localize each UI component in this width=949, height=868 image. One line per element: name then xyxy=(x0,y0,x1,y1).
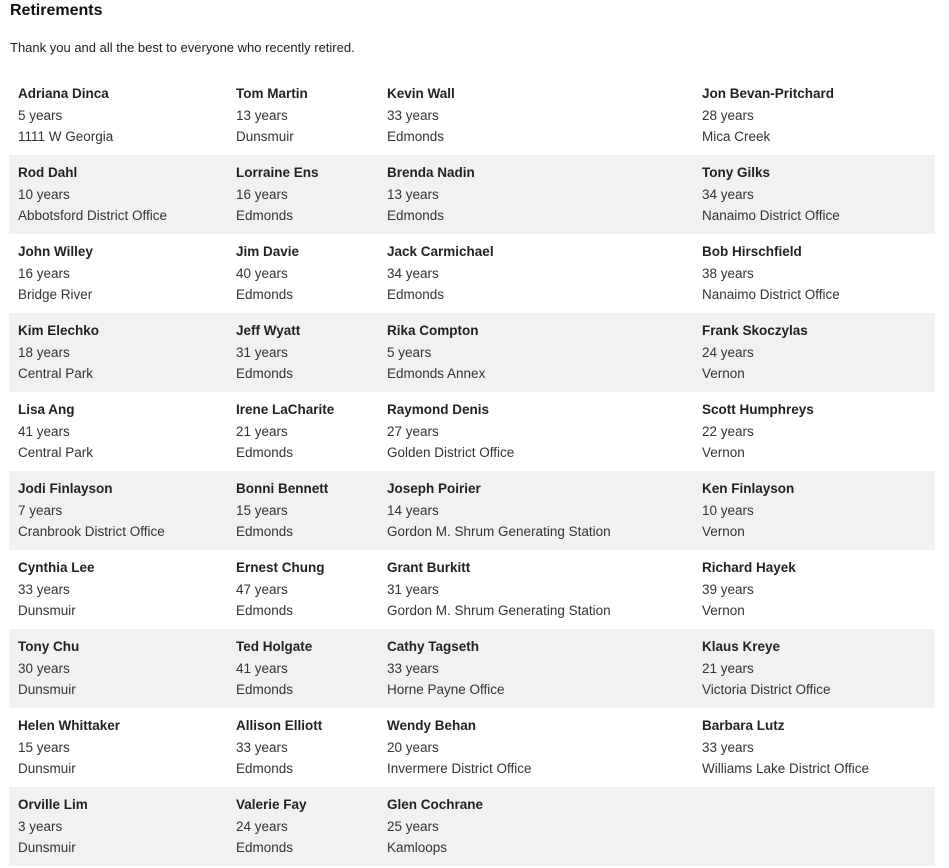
retiree-cell xyxy=(227,471,378,550)
retiree-location: Edmonds xyxy=(387,129,445,144)
retiree-location: Gordon M. Shrum Generating Station xyxy=(387,524,611,539)
retiree-name: Cynthia Lee xyxy=(18,560,95,575)
retiree-name: Jim Davie xyxy=(236,244,300,259)
retiree-years: 38 years xyxy=(702,265,754,281)
retiree-name: John Willey xyxy=(18,244,93,259)
retiree-years: 15 years xyxy=(236,502,288,518)
retiree-years: 33 years xyxy=(702,739,754,755)
retiree-name: Cathy Tagseth xyxy=(387,639,480,654)
retiree-years: 15 years xyxy=(18,739,70,755)
retiree-location: Edmonds xyxy=(236,682,294,697)
retiree-location: Edmonds xyxy=(236,840,294,855)
retiree-name: Raymond Denis xyxy=(387,402,490,417)
retiree-cell xyxy=(693,708,935,787)
retiree-cell xyxy=(9,234,227,313)
table-row xyxy=(9,155,935,234)
retiree-cell xyxy=(378,313,693,392)
retiree-name: Jon Bevan-Pritchard xyxy=(702,86,835,101)
retiree-years: 34 years xyxy=(387,265,439,281)
retiree-name: Ted Holgate xyxy=(236,639,313,654)
retiree-name: Bonni Bennett xyxy=(236,481,329,496)
retiree-years: 41 years xyxy=(18,423,70,439)
retiree-years: 39 years xyxy=(702,581,754,597)
retiree-cell xyxy=(378,76,693,155)
retiree-cell xyxy=(227,313,378,392)
retiree-years: 18 years xyxy=(18,344,70,360)
retiree-location: Dunsmuir xyxy=(18,761,76,776)
retiree-cell xyxy=(693,155,935,234)
table-row xyxy=(9,313,935,392)
retiree-name: Grant Burkitt xyxy=(387,560,471,575)
retiree-name: Kim Elechko xyxy=(18,323,100,338)
retiree-name: Lorraine Ens xyxy=(236,165,319,180)
retiree-years: 10 years xyxy=(18,186,70,202)
retiree-cell xyxy=(227,787,378,866)
retiree-name: Jeff Wyatt xyxy=(236,323,301,338)
retiree-years: 13 years xyxy=(387,186,439,202)
retiree-name: Irene LaCharite xyxy=(236,402,335,417)
retiree-years: 34 years xyxy=(702,186,754,202)
retiree-name: Glen Cochrane xyxy=(387,797,484,812)
table-row xyxy=(9,392,935,471)
retiree-cell xyxy=(227,708,378,787)
table-row xyxy=(9,76,935,155)
retiree-location: Edmonds xyxy=(236,445,294,460)
retiree-name: Scott Humphreys xyxy=(702,402,814,417)
retiree-cell xyxy=(227,629,378,708)
retiree-location: Gordon M. Shrum Generating Station xyxy=(387,603,611,618)
retiree-location: Central Park xyxy=(18,366,94,381)
retiree-location: Edmonds xyxy=(236,366,294,381)
retiree-location: Edmonds xyxy=(236,761,294,776)
retiree-name: Valerie Fay xyxy=(236,797,307,812)
page-title: Retirements xyxy=(10,2,103,19)
retiree-years: 24 years xyxy=(702,344,754,360)
retiree-location: Edmonds xyxy=(236,524,294,539)
retiree-location: 1111 W Georgia xyxy=(18,129,114,144)
retiree-location: Invermere District Office xyxy=(387,761,532,776)
retiree-cell xyxy=(227,550,378,629)
retiree-name: Jack Carmichael xyxy=(387,244,494,259)
retiree-cell xyxy=(9,629,227,708)
retiree-location: Central Park xyxy=(18,445,94,460)
retiree-cell xyxy=(9,787,227,866)
retiree-years: 47 years xyxy=(236,581,288,597)
retiree-years: 33 years xyxy=(236,739,288,755)
retiree-name: Tony Gilks xyxy=(702,165,771,180)
retiree-location: Vernon xyxy=(702,445,745,460)
retiree-years: 22 years xyxy=(702,423,754,439)
retiree-years: 21 years xyxy=(702,660,754,676)
retiree-years: 21 years xyxy=(236,423,288,439)
retiree-cell xyxy=(693,313,935,392)
intro-text: Thank you and all the best to everyone who recently retired. xyxy=(10,40,355,55)
retiree-location: Vernon xyxy=(702,603,745,618)
retiree-cell xyxy=(9,155,227,234)
retiree-years: 33 years xyxy=(387,107,439,123)
retiree-location: Cranbrook District Office xyxy=(18,524,165,539)
retiree-cell xyxy=(378,234,693,313)
retiree-name: Jodi Finlayson xyxy=(18,481,113,496)
retiree-location: Edmonds xyxy=(387,208,445,223)
retiree-name: Brenda Nadin xyxy=(387,165,475,180)
retiree-location: Edmonds xyxy=(236,287,294,302)
retiree-cell xyxy=(378,471,693,550)
retiree-years: 14 years xyxy=(387,502,439,518)
retiree-location: Mica Creek xyxy=(702,129,771,144)
retiree-cell xyxy=(693,392,935,471)
retiree-location: Nanaimo District Office xyxy=(702,287,840,302)
retiree-years: 33 years xyxy=(387,660,439,676)
retiree-name: Rika Compton xyxy=(387,323,479,338)
retiree-name: Rod Dahl xyxy=(18,165,78,180)
retiree-name: Orville Lim xyxy=(18,797,88,812)
retiree-name: Joseph Poirier xyxy=(387,481,481,496)
retiree-location: Dunsmuir xyxy=(236,129,294,144)
retiree-years: 5 years xyxy=(387,344,432,360)
retiree-name: Kevin Wall xyxy=(387,86,455,101)
retiree-cell xyxy=(378,155,693,234)
retiree-years: 41 years xyxy=(236,660,288,676)
retiree-name: Barbara Lutz xyxy=(702,718,785,733)
retiree-name: Klaus Kreye xyxy=(702,639,781,654)
retiree-years: 7 years xyxy=(18,502,63,518)
retiree-years: 40 years xyxy=(236,265,288,281)
retiree-name: Wendy Behan xyxy=(387,718,477,733)
retiree-cell xyxy=(227,76,378,155)
retiree-cell xyxy=(693,787,935,866)
retiree-years: 13 years xyxy=(236,107,288,123)
retiree-location: Kamloops xyxy=(387,840,448,855)
retiree-cell xyxy=(378,550,693,629)
retiree-name: Richard Hayek xyxy=(702,560,796,575)
retiree-name: Ken Finlayson xyxy=(702,481,795,496)
retiree-location: Bridge River xyxy=(18,287,93,302)
retiree-years: 3 years xyxy=(18,818,63,834)
retiree-location: Dunsmuir xyxy=(18,603,76,618)
retiree-location: Dunsmuir xyxy=(18,682,76,697)
retiree-name: Adriana Dinca xyxy=(18,86,109,101)
retiree-name: Tony Chu xyxy=(18,639,80,654)
retiree-location: Edmonds xyxy=(236,208,294,223)
retiree-location: Golden District Office xyxy=(387,445,515,460)
retiree-location: Abbotsford District Office xyxy=(18,208,168,223)
retiree-cell xyxy=(227,234,378,313)
retiree-name: Helen Whittaker xyxy=(18,718,121,733)
retiree-cell xyxy=(9,550,227,629)
table-row xyxy=(9,787,935,866)
retiree-cell xyxy=(9,471,227,550)
retiree-name: Tom Martin xyxy=(236,86,308,101)
retiree-location: Victoria District Office xyxy=(702,682,831,697)
retiree-cell xyxy=(227,392,378,471)
retiree-years: 24 years xyxy=(236,818,288,834)
retiree-years: 25 years xyxy=(387,818,439,834)
retiree-location: Vernon xyxy=(702,524,745,539)
retiree-location: Nanaimo District Office xyxy=(702,208,840,223)
retiree-cell xyxy=(378,392,693,471)
retiree-years: 5 years xyxy=(18,107,63,123)
retiree-location: Edmonds xyxy=(236,603,294,618)
retiree-name: Ernest Chung xyxy=(236,560,325,575)
retiree-years: 16 years xyxy=(236,186,288,202)
retiree-years: 33 years xyxy=(18,581,70,597)
retiree-cell xyxy=(378,787,693,866)
retiree-years: 27 years xyxy=(387,423,439,439)
table-row xyxy=(9,550,935,629)
table-row xyxy=(9,708,935,787)
retiree-cell xyxy=(693,471,935,550)
retiree-name: Lisa Ang xyxy=(18,402,75,417)
retiree-cell xyxy=(9,392,227,471)
retiree-cell xyxy=(693,550,935,629)
retiree-cell xyxy=(9,76,227,155)
retiree-cell xyxy=(693,76,935,155)
retiree-cell xyxy=(9,708,227,787)
retiree-location: Williams Lake District Office xyxy=(702,761,870,776)
retirees-table xyxy=(9,76,935,866)
retiree-cell xyxy=(9,313,227,392)
retiree-name: Bob Hirschfield xyxy=(702,244,802,259)
retiree-years: 31 years xyxy=(236,344,288,360)
retiree-cell xyxy=(378,708,693,787)
retiree-years: 16 years xyxy=(18,265,70,281)
retiree-cell xyxy=(693,234,935,313)
retiree-years: 31 years xyxy=(387,581,439,597)
retiree-location: Edmonds Annex xyxy=(387,366,486,381)
table-row xyxy=(9,629,935,708)
retiree-location: Horne Payne Office xyxy=(387,682,505,697)
retiree-cell xyxy=(227,155,378,234)
retiree-location: Edmonds xyxy=(387,287,445,302)
retiree-years: 30 years xyxy=(18,660,70,676)
retiree-cell xyxy=(378,629,693,708)
retiree-cell xyxy=(693,629,935,708)
retiree-location: Vernon xyxy=(702,366,745,381)
retiree-years: 28 years xyxy=(702,107,754,123)
retiree-years: 10 years xyxy=(702,502,754,518)
retiree-name: Allison Elliott xyxy=(236,718,323,733)
retiree-years: 20 years xyxy=(387,739,439,755)
table-row xyxy=(9,471,935,550)
retiree-name: Frank Skoczylas xyxy=(702,323,808,338)
table-row xyxy=(9,234,935,313)
retirees-table-body xyxy=(9,76,935,866)
retiree-location: Dunsmuir xyxy=(18,840,76,855)
